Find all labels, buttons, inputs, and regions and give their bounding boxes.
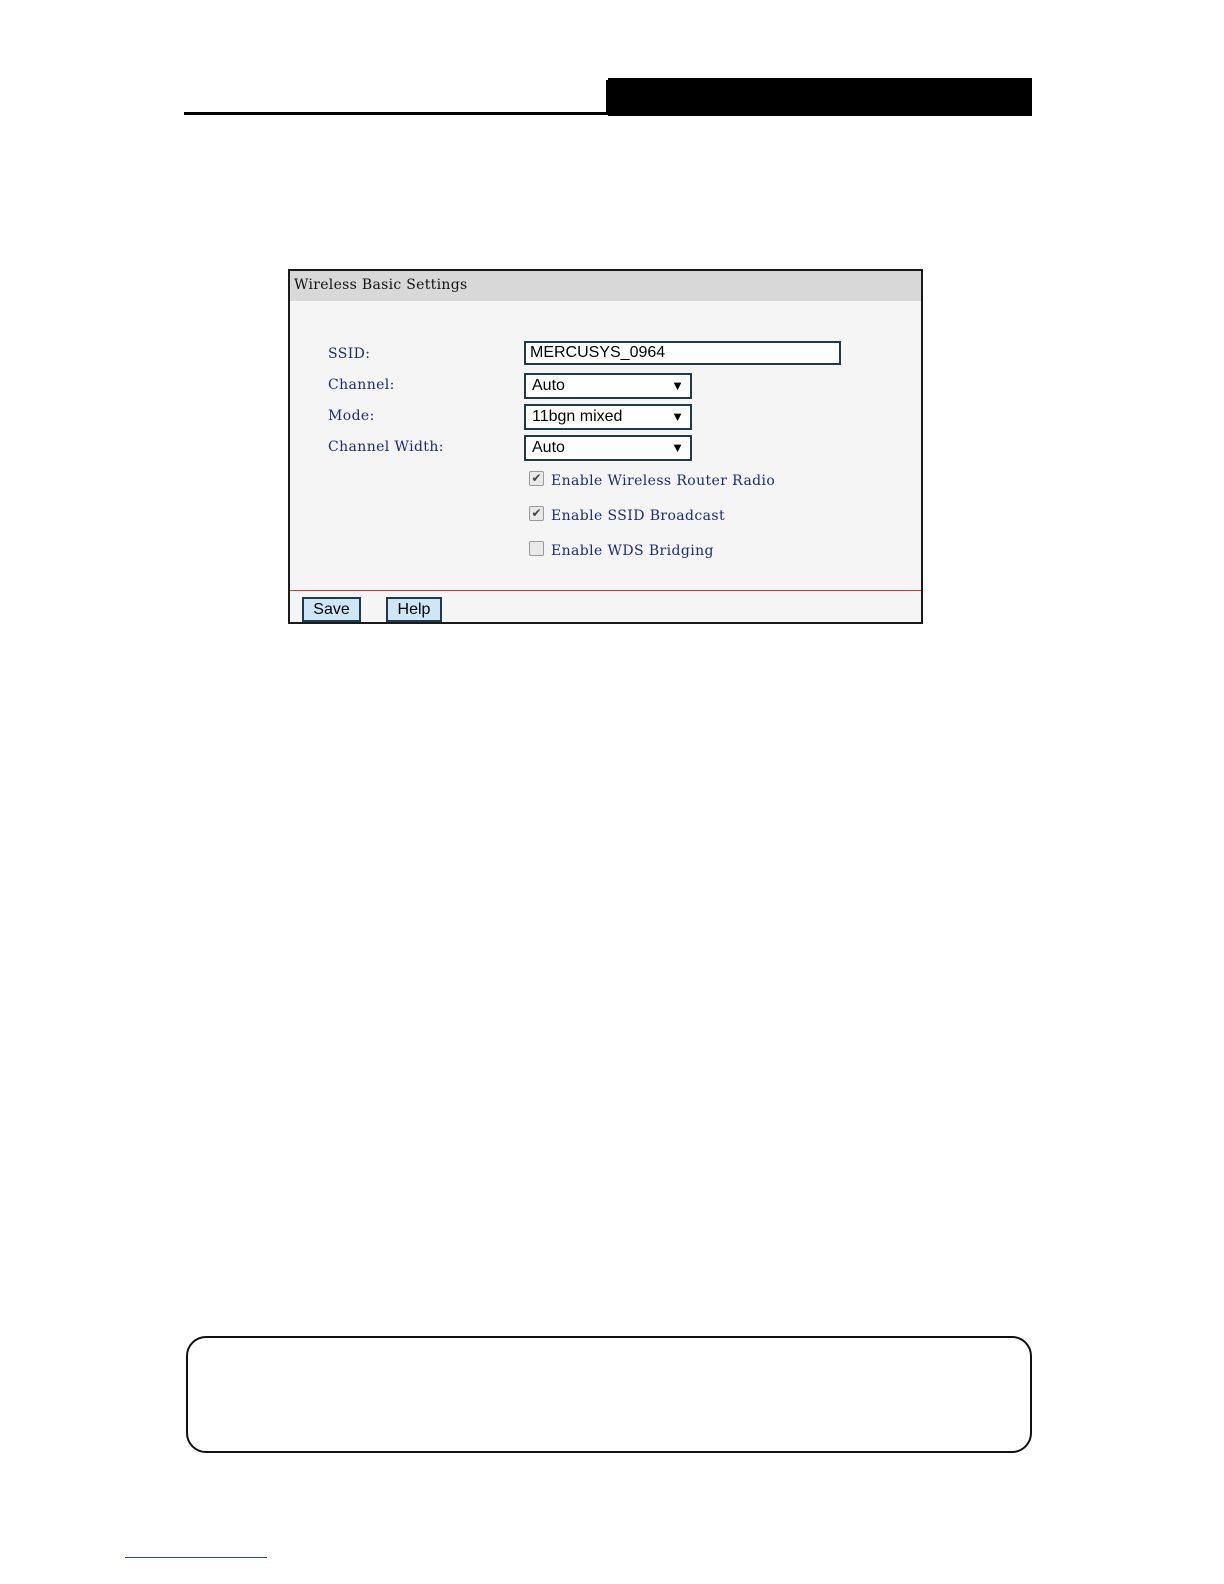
- mode-label: Mode:: [328, 408, 375, 424]
- channel-width-label: Channel Width:: [328, 439, 444, 455]
- header-divider-tick: [606, 80, 608, 115]
- channel-select[interactable]: [524, 373, 692, 399]
- ssid-broadcast-checkbox-label: Enable SSID Broadcast: [551, 508, 726, 524]
- chevron-down-icon: ▼: [671, 440, 684, 455]
- chevron-down-icon: ▼: [671, 409, 684, 424]
- ssid-label: SSID:: [328, 346, 371, 362]
- channel-label: Channel:: [328, 377, 395, 393]
- header-black-bar: [608, 78, 1032, 116]
- ssid-input[interactable]: [524, 341, 841, 365]
- save-button[interactable]: Save: [302, 597, 361, 622]
- channel-width-select[interactable]: [524, 435, 692, 461]
- wireless-basic-settings-panel: [288, 269, 923, 624]
- channel-select-value: Auto: [532, 377, 565, 394]
- wds-checkbox-label: Enable WDS Bridging: [551, 543, 714, 559]
- mode-select[interactable]: [524, 404, 692, 430]
- channel-width-select-value: Auto: [532, 439, 565, 456]
- wds-checkbox[interactable]: [529, 541, 544, 556]
- header-rule: [184, 112, 608, 115]
- help-button[interactable]: Help: [386, 597, 442, 622]
- panel-title: Wireless Basic Settings: [290, 271, 921, 301]
- chevron-down-icon: ▼: [671, 378, 684, 393]
- footer-link-underline: [125, 1557, 267, 1558]
- radio-checkbox[interactable]: ✔: [529, 471, 544, 486]
- mode-select-value: 11bgn mixed: [532, 408, 623, 425]
- radio-checkbox-label: Enable Wireless Router Radio: [551, 473, 776, 489]
- ssid-broadcast-checkbox[interactable]: ✔: [529, 506, 544, 521]
- divider-line: [290, 590, 921, 591]
- note-box: [186, 1336, 1032, 1453]
